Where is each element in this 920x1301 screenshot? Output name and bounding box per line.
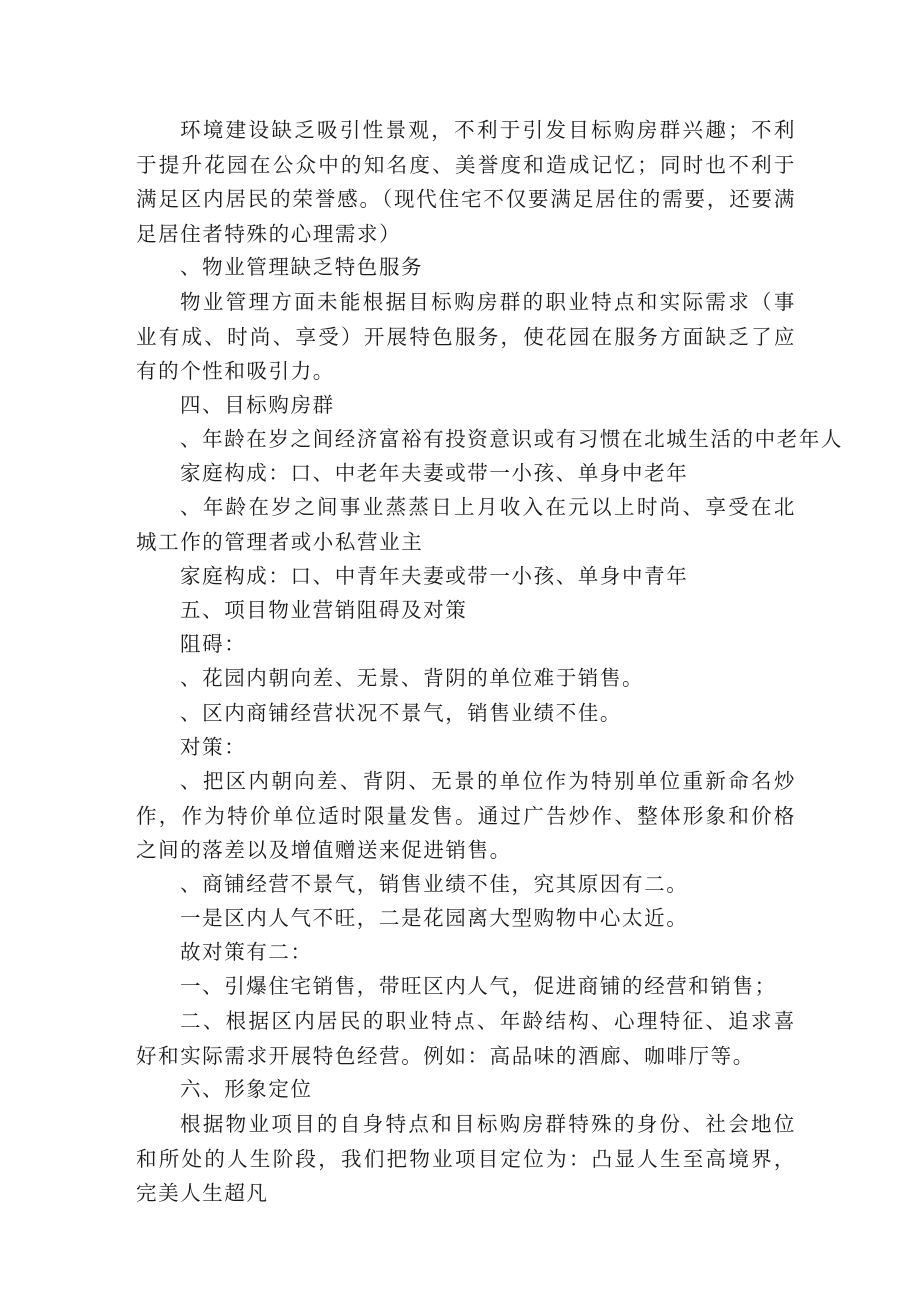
paragraph-countermeasure-1: 、把区内朝向差、背阴、无景的单位作为特别单位重新命名炒作，作为特价单位适时限量发售。通过广告炒作、整体形象和价格之间的落差以及增值赠送来促进销售。: [136, 769, 796, 862]
paragraph-image-positioning: 根据物业项目的自身特点和目标购房群特殊的身份、社会地位和所处的人生阶段，我们把物业项目定位为：凸显人生至高境界，完美人生超凡: [136, 1112, 796, 1205]
paragraph-obstacle-1: 、花园内朝向差、无景、背阴的单位难于销售。: [180, 666, 645, 690]
heading-property-service: 、物业管理缺乏特色服务: [180, 255, 424, 279]
paragraph-property-service: 物业管理方面未能根据目标购房群的职业特点和实际需求（事业有成、时尚、享受）开展特色服务，使花园在服务方面缺乏了应有的个性和吸引力。: [136, 290, 796, 383]
label-obstacles: 阻碍：: [180, 632, 247, 656]
paragraph-family-composition-1: 家庭构成：口、中老年夫妻或带一小孩、单身中老年: [180, 461, 689, 485]
section-heading-image-positioning: 六、形象定位: [180, 1077, 313, 1101]
paragraph-family-composition-2: 家庭构成：口、中青年夫妻或带一小孩、单身中青年: [180, 564, 689, 588]
paragraph-countermeasure-2: 、商铺经营不景气，销售业绩不佳，究其原因有二。: [180, 872, 689, 896]
section-heading-obstacles: 五、项目物业营销阻碍及对策: [180, 598, 468, 622]
paragraph-environment-issue: 环境建设缺乏吸引性景观，不利于引发目标购房群兴趣；不利于提升花园在公众中的知名度、美誉度和造成记忆；同时也不利于满足区内居民的荣誉感。（现代住宅不仅要满足居住的需要，还要满足居住者特殊的心理需求）: [136, 118, 796, 246]
paragraph-countermeasure-b: 二、根据区内居民的职业特点、年龄结构、心理特征、追求喜好和实际需求开展特色经营。例如：高品味的酒廊、咖啡厅等。: [136, 1009, 796, 1068]
paragraph-buyers-group-1: 、年龄在岁之间经济富裕有投资意识或有习惯在北城生活的中老年人: [180, 427, 843, 451]
paragraph-buyers-group-2: 、年龄在岁之间事业蒸蒸日上月收入在元以上时尚、享受在北城工作的管理者或小私营业主: [136, 495, 796, 554]
paragraph-countermeasure-a: 一、引爆住宅销售，带旺区内人气，促进商铺的经营和销售；: [180, 974, 777, 998]
paragraph-reasons: 一是区内人气不旺，二是花园离大型购物中心太近。: [180, 906, 689, 930]
label-countermeasures: 对策：: [180, 735, 247, 759]
paragraph-obstacle-2: 、区内商铺经营状况不景气，销售业绩不佳。: [180, 701, 622, 725]
label-two-countermeasures: 故对策有二：: [180, 940, 313, 964]
section-heading-target-buyers: 四、目标购房群: [180, 393, 335, 417]
